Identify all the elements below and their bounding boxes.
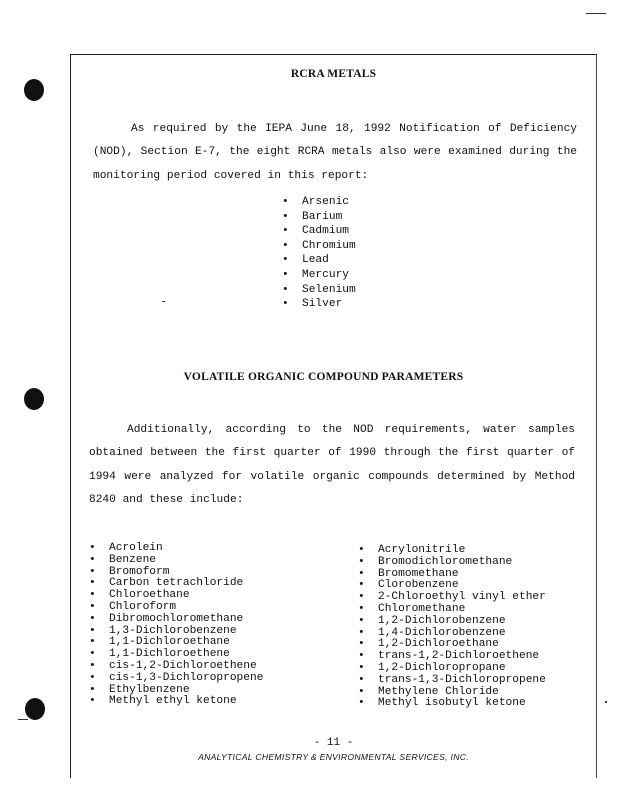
list-item: • Bromoform bbox=[89, 567, 263, 579]
compounds-list-right bbox=[358, 545, 546, 710]
list-item: • Chloroethane bbox=[89, 590, 263, 602]
list-item: • Ethylbenzene bbox=[89, 685, 263, 697]
voc-paragraph: Additionally, according to the NOD requirements, water samples obtained between the first quarter of 1990 through the first quarter of 1994 were analyzed for volatile organic compounds determined by Method 8240 and these include: bbox=[89, 424, 575, 506]
list-item: • Silver bbox=[282, 297, 356, 312]
list-item: • Lead bbox=[282, 253, 356, 268]
company-footer: ANALYTICAL CHEMISTRY & ENVIRONMENTAL SERVICES, INC. bbox=[198, 752, 469, 762]
list-item: • trans-1,3-Dichloropropene bbox=[358, 675, 546, 687]
list-item: • Methylene Chloride bbox=[358, 687, 546, 699]
list-item: • Barium bbox=[282, 210, 356, 225]
list-item: • 1,1-Dichloroethane bbox=[89, 637, 263, 649]
binder-hole-top bbox=[24, 79, 44, 101]
list-item: • Benzene bbox=[89, 555, 263, 567]
list-item: • Chromium bbox=[282, 239, 356, 254]
scan-speck bbox=[18, 719, 28, 720]
list-item: • 1,2-Dichloropropane bbox=[358, 663, 546, 675]
list-item: • 1,4-Dichlorobenzene bbox=[358, 628, 546, 640]
list-item: • Dibromochloromethane bbox=[89, 614, 263, 626]
list-item: • Selenium bbox=[282, 283, 356, 298]
list-item: • Cadmium bbox=[282, 224, 356, 239]
list-item: • Clorobenzene bbox=[358, 580, 546, 592]
list-item: • Chloromethane bbox=[358, 604, 546, 616]
list-item: • Carbon tetrachloride bbox=[89, 578, 263, 590]
list-item: • Mercury bbox=[282, 268, 356, 283]
page-number: - 11 - bbox=[313, 737, 354, 749]
list-item: • 1,1-Dichloroethene bbox=[89, 649, 263, 661]
scan-speck bbox=[605, 701, 607, 703]
list-item: • cis-1,3-Dichloropropene bbox=[89, 673, 263, 685]
metals-list bbox=[282, 195, 356, 312]
compounds-list-left bbox=[89, 543, 263, 708]
list-item: • 2-Chloroethyl vinyl ether bbox=[358, 592, 546, 604]
list-item: • cis-1,2-Dichloroethene bbox=[89, 661, 263, 673]
list-item: • Bromodichloromethane bbox=[358, 557, 546, 569]
list-item: • 1,2-Dichlorobenzene bbox=[358, 616, 546, 628]
list-item: • 1,3-Dichlorobenzene bbox=[89, 626, 263, 638]
metals-heading: RCRA METALS bbox=[290, 68, 377, 80]
list-item: • Chloroform bbox=[89, 602, 263, 614]
binder-hole-middle bbox=[24, 388, 44, 410]
list-item: • Methyl ethyl ketone bbox=[89, 696, 263, 708]
voc-heading: VOLATILE ORGANIC COMPOUND PARAMETERS bbox=[183, 371, 464, 383]
list-item: • 1,2-Dichloroethane bbox=[358, 639, 546, 651]
scan-speck bbox=[586, 13, 606, 14]
list-item: • Acrylonitrile bbox=[358, 545, 546, 557]
metals-paragraph: As required by the IEPA June 18, 1992 Notification of Deficiency (NOD), Section E-7, the eight RCRA metals also were examined during the monitoring period covered in this report: bbox=[93, 123, 577, 182]
binder-hole-bottom bbox=[25, 698, 45, 720]
list-item: • Acrolein bbox=[89, 543, 263, 555]
list-item: • trans-1,2-Dichloroethene bbox=[358, 651, 546, 663]
list-item: • Methyl isobutyl ketone bbox=[358, 698, 546, 710]
list-item: • Bromomethane bbox=[358, 569, 546, 581]
list-item: • Arsenic bbox=[282, 195, 356, 210]
